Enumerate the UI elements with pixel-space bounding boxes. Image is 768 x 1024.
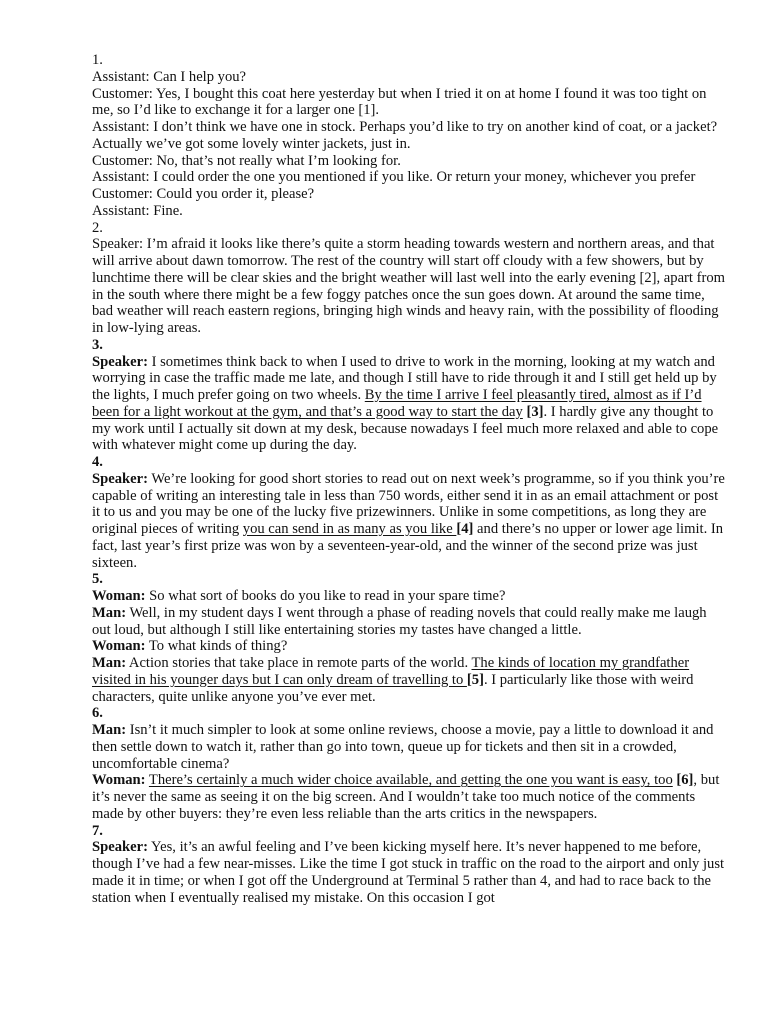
line-text: I’m afraid it looks like there’s quite a storm heading towards western and northern areas, and that will arrive about dawn tomorrow. The rest of the country will start off cloudy with a few showers, but by lunchtime there will be clear skies and the bright weather will last well into the early evening [2], apart from in the south where there might be a few foggy patches once the sun goes down. At around the same time, bad weather will reach eastern regions, bringing high winds and heavy rain, with the possibility of flooding in low-lying areas. bbox=[92, 236, 725, 336]
speaker-label: Assistant: bbox=[92, 169, 150, 186]
speaker-label: Woman: bbox=[92, 588, 146, 604]
dialogue-line bbox=[92, 119, 728, 153]
answer-underline: you can send in as many as you like bbox=[242, 521, 457, 537]
line-text: and there’s no upper or lower age limit. In fact, last year’s first prize was won by a seventeen-year-old, and the winner of the second prize was just sixteen. bbox=[92, 521, 724, 571]
dialogue-line bbox=[92, 236, 728, 337]
dialogue-line bbox=[92, 354, 728, 455]
line-text: So what sort of books do you like to read in your spare time? bbox=[145, 588, 506, 604]
line-text: We’re looking for good short stories to read out on next week’s programme, so if you think you’re capable of writing an interesting tale in less than 750 words, either send it in as an email attachment or post it to us and you may be one of the lucky five prizewinners. Unlike in some competitions, as long they are original pieces of writing bbox=[92, 470, 725, 537]
speaker-label: Man: bbox=[92, 722, 127, 738]
answer-underline: By the time I arrive I feel pleasantly tired, almost as if I’d been for a light workout at the gym, and that’s a good way to start the day bbox=[92, 387, 702, 420]
line-text: To what kinds of thing? bbox=[145, 638, 288, 655]
section-number: 6. bbox=[92, 705, 103, 722]
speaker-label: Customer: bbox=[92, 186, 153, 202]
section-number: 1. bbox=[92, 52, 103, 68]
line-text: , but it’s never the same as seeing it on the big screen. And I wouldn’t take too much notice of the comments made by other buyers: they’re even less reliable than the arts critics in the newspapers. bbox=[92, 772, 720, 822]
speaker-label: Speaker: bbox=[92, 470, 148, 487]
line-text: I don’t think we have one in stock. Perhaps you’d like to try on another kind of coat, or a jacket? Actually we’ve got some lovely winter jackets, just in. bbox=[92, 119, 718, 152]
answer-underline: There’s certainly a much wider choice available, and getting the one you want is easy, too bbox=[148, 772, 673, 789]
speaker-label: Speaker: bbox=[92, 236, 144, 253]
line-text: I could order the one you mentioned if you like. Or return your money, whichever you prefer bbox=[149, 169, 696, 186]
line-text: Fine. bbox=[149, 202, 183, 219]
section-number: 7. bbox=[92, 822, 103, 839]
speaker-label: Customer: bbox=[92, 85, 153, 102]
dialogue-line bbox=[92, 169, 728, 186]
dialogue-line bbox=[92, 471, 728, 572]
line-text: . I particularly like those with weird characters, quite unlike anyone you’ve ever met. bbox=[92, 671, 694, 705]
speaker-label: Man: bbox=[92, 655, 127, 671]
dialogue-line bbox=[92, 153, 728, 170]
dialogue-line bbox=[92, 722, 728, 772]
line-text: Well, in my student days I went through a phase of reading novels that could really make me laugh out loud, but although I still like entertaining stories my tastes have changed a little. bbox=[92, 604, 707, 638]
section-number: 2. bbox=[92, 219, 103, 236]
line-text: Action stories that take place in remote parts of the world. bbox=[126, 655, 472, 671]
line-text: Isn’t it much simpler to look at some online reviews, choose a movie, pay a little to download it and then settle down to watch it, rather than go into town, queue up for tickets and then sit in a crowded, uncomfortable cinema? bbox=[92, 722, 714, 772]
answer-marker: [5] bbox=[466, 671, 484, 688]
answer-underline: The kinds of location my grandfather visited in his younger days but I can only dream of travelling to bbox=[92, 655, 690, 688]
line-text: . I hardly give any thought to my work until I actually sit down at my desk, because nowadays I feel much more relaxed and able to cope with whatever might come up during the day. bbox=[92, 403, 719, 454]
line-text: Yes, I bought this coat here yesterday but when I tried it on at home I found it was too tight on me, so I’d like to exchange it for a larger one [1]. bbox=[92, 85, 707, 119]
answer-marker: [3] bbox=[522, 403, 544, 420]
speaker-label: Assistant: bbox=[92, 202, 150, 219]
line-text: Can I help you? bbox=[149, 68, 247, 85]
speaker-label: Customer: bbox=[92, 152, 153, 169]
speaker-label: Man: bbox=[92, 604, 127, 621]
speaker-label: Woman: bbox=[92, 638, 146, 655]
line-text: I sometimes think back to when I used to drive to work in the morning, looking at my watch and worrying in case the traffic made me late, and though I still have to ride through it and I still get held up by the lights, I much prefer going on two wheels. bbox=[92, 353, 717, 403]
section-number: 3. bbox=[92, 336, 103, 353]
dialogue-line bbox=[92, 605, 728, 639]
line-text: Yes, it’s an awful feeling and I’ve been kicking myself here. It’s never happened to me before, though I’ve had a few near-misses. Like the time I got stuck in traffic on the road to the airport and only just made it in time; or when I got off the Underground at Terminal 5 rather than 4, and had to race back to the station when I eventually realised my mistake. On this occasion I got bbox=[92, 839, 725, 906]
line-text: No, that’s not really what I’m looking for. bbox=[152, 152, 401, 169]
dialogue-line bbox=[92, 655, 728, 705]
section-number: 5. bbox=[92, 571, 103, 588]
speaker-label: Speaker: bbox=[92, 353, 148, 370]
speaker-label: Speaker: bbox=[92, 839, 148, 856]
section-number: 4. bbox=[92, 454, 103, 470]
line-text: Could you order it, please? bbox=[152, 186, 315, 202]
speaker-label: Woman: bbox=[92, 772, 146, 789]
dialogue-line bbox=[92, 86, 728, 120]
speaker-label: Assistant: bbox=[92, 68, 150, 85]
transcript-document bbox=[92, 52, 728, 906]
dialogue-line bbox=[92, 203, 728, 220]
answer-marker: [4] bbox=[456, 521, 474, 537]
dialogue-line bbox=[92, 588, 728, 605]
dialogue-line bbox=[92, 839, 728, 906]
dialogue-line bbox=[92, 772, 728, 822]
dialogue-line bbox=[92, 69, 728, 86]
answer-marker: [6] bbox=[672, 772, 694, 789]
speaker-label: Assistant: bbox=[92, 119, 150, 135]
dialogue-line bbox=[92, 186, 728, 203]
dialogue-line bbox=[92, 638, 728, 655]
